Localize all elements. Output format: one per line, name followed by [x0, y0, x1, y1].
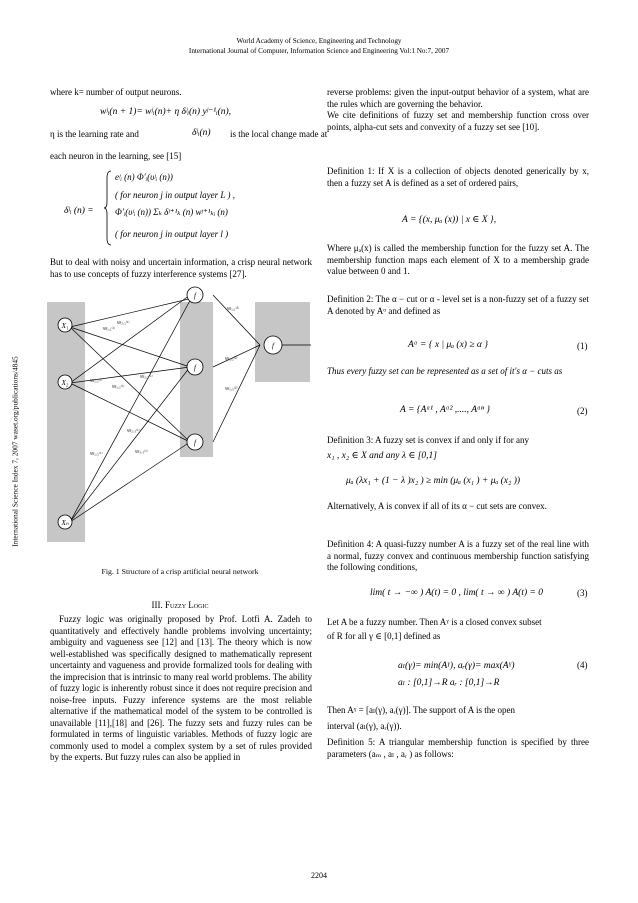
section-heading: III. Fuzzy Logic	[151, 600, 209, 610]
right-para-6b: of R for all γ ∈ [0,1] defined as	[327, 631, 441, 641]
neural-network-figure	[45, 292, 315, 545]
weight-label-w13-1: W₁,₃⁽¹⁾	[90, 451, 103, 456]
eq-number-3: (3)	[577, 588, 588, 598]
delta-case-1-cond: ( for neuron j in output layer L ) ,	[115, 190, 235, 200]
left-brace	[104, 170, 112, 246]
right-para-6a: Let A be a fuzzy number. Then Aˠ is a closed convex subset	[327, 617, 542, 627]
weight-label-w12b-1: W₁,₂⁽¹⁾	[112, 384, 125, 389]
local-change-symbol: δʲᵢ(n)	[192, 128, 211, 138]
right-para-2: We cite definitions of fuzzy set and membership function cross over points, alpha-cut sets and convexity of a fuzzy set see [10].	[327, 110, 589, 132]
input-label-2: X₂	[61, 379, 69, 387]
left-para-2d: each neuron in the learning, see [15]	[50, 151, 182, 161]
right-para-7a: Then Aˠ = [aₗ(γ), aᵣ(γ)]. The support of A is the open	[327, 705, 515, 715]
right-para-3: Where μₐ(x) is called the membership function for the fuzzy set A. The membership function maps each element of X to a membership grade value between 0 and 1.	[327, 243, 589, 276]
definition-1: Definition 1: If X is a collection of objects denoted generically by x, then a fuzzy set A is defined as a set of ordered pairs,	[327, 166, 589, 188]
weight-label-w33-1: W₃,₃⁽¹⁾	[135, 449, 148, 454]
limit-equation: lim( t → −∞ ) A(t) = 0 , lim( t → ∞ ) A(t) = 0	[370, 588, 544, 598]
eq-number-1: (1)	[577, 341, 588, 351]
weight-label-w12-1: W₁,₂⁽¹⁾	[90, 378, 103, 383]
input-label-n: Xₙ	[61, 519, 69, 527]
weight-label-w23-1: W₂,₃⁽¹⁾	[127, 428, 140, 433]
weight-label-w21-1: W₂,₁⁽¹⁾	[117, 320, 130, 325]
output-label: f	[272, 342, 274, 350]
alpha-cut-set-equation: A = {Aᵅ¹ , Aᵅ² ,...., Aᵅⁿ }	[400, 405, 490, 415]
journal-volume: International Journal of Computer, Information Science and Engineering Vol:1 No:7, 2007	[188, 47, 450, 55]
delta-lhs: δʲᵢ (n) =	[64, 206, 94, 216]
output-layer-band	[255, 302, 310, 382]
journal-title: World Academy of Science, Engineering and Technology	[236, 37, 402, 45]
left-para-3: But to deal with noisy and uncertain information, a crisp neural network has to use concepts of fuzzy interference systems [27].	[50, 257, 312, 279]
input-layer-band	[47, 302, 85, 542]
convexity-equation: μₐ (λx₁ + (1 − λ )x₂ ) ≥ min (μₐ (x₁ ) + μₐ (x₂ ))	[346, 476, 521, 486]
weight-label-w11-1: W₁,₁⁽¹⁾	[103, 326, 116, 331]
hidden-label-3: f	[194, 439, 196, 447]
eq-number-2: (2)	[577, 406, 588, 416]
weight-label-w11-2: W₁,₁⁽²⁾	[227, 306, 240, 311]
delta-case-2: Φ′ᵢ(υʲᵢ (n)) Σₖ δʲ⁺¹ₖ (n) wʲ⁺¹ₖᵢ (n)	[115, 207, 228, 217]
definition-2: Definition 2: The α − cut or α - level set is a non-fuzzy set of a fuzzy set A denoted by Aᵅ and defined as	[327, 294, 589, 316]
page-number: 2204	[311, 871, 327, 880]
figure-caption: Fig. 1 Structure of a crisp artificial neural network	[101, 567, 259, 576]
weight-label-w22-1: W₂,₂⁽¹⁾	[140, 374, 153, 379]
level-set-equation-b: aₗ : [0,1]→R aᵣ : [0,1]→R	[398, 678, 500, 688]
definition-3: Definition 3: A fuzzy set is convex if and only if for any	[327, 435, 529, 445]
left-para-2c: is the local change made at	[230, 129, 328, 139]
right-para-7b: interval (aₗ(γ), aᵣ(γ)).	[327, 721, 402, 731]
right-para-1: reverse problems: given the input-output behavior of a system, what are the rules which are governing the behavior.	[327, 87, 589, 109]
weight-label-w12-2: W₁,₂⁽²⁾	[225, 356, 238, 361]
hidden-label-1: f	[194, 292, 196, 300]
delta-case-1: eʲᵢ (n) Φ′ᵢ(υʲᵢ (n))	[115, 172, 173, 182]
definition-3-condition: x₁ , x₂ ∈ X and any λ ∈ [0,1]	[327, 451, 438, 461]
weight-update-equation: wʲᵢ(n + 1)= wʲᵢ(n)+ η δʲᵢ(n) yʲ⁻¹ᵢ(n),	[100, 107, 232, 117]
right-para-4: Thus every fuzzy set can be represented as a set of it's α − cuts as	[327, 366, 563, 376]
delta-case-2-cond: ( for neuron j in output layer l )	[115, 229, 229, 239]
hidden-label-2: f	[194, 364, 196, 372]
definition-5: Definition 5: A triangular membership function is specified by three parameters (aₘ , aₗ , aᵣ ) as follows:	[327, 737, 589, 759]
level-set-equation-a: aₗ(γ)= min(Aˠ), aᵣ(γ)= max(Aˠ)	[398, 661, 515, 671]
input-label-1: X₁	[61, 322, 69, 330]
weight-label-w13-2: W₁,₃⁽²⁾	[225, 386, 238, 391]
left-para-2a: η is the learning rate and	[50, 129, 139, 139]
eq-number-4: (4)	[577, 660, 588, 670]
left-para-1: where k= number of output neurons.	[50, 87, 182, 97]
definition-4: Definition 4: A quasi-fuzzy number A is a fuzzy set of the real line with a normal, fuzzy convex and continuous membership function satisfying the following conditions,	[327, 539, 589, 572]
fuzzy-set-equation: A = {(x, μₐ (x)) | x ∈ X },	[402, 215, 497, 225]
alpha-cut-equation: Aᵅ = { x | μₐ (x) ≥ α }	[408, 340, 489, 350]
side-publication-stamp: International Science Index 7, 2007 waset.org/publications/4845	[10, 356, 20, 547]
right-para-5: Alternatively, A is convex if all of its α − cut sets are convex.	[327, 501, 547, 511]
left-para-4: Fuzzy logic was originally proposed by Prof. Lotfi A. Zadeh to quantitatively and effectively handle problems involving uncertainty; ambiguity and vagueness see [12] and [13]. The theory which is now well-established was specifically designed to mathematically represent uncertainty and vagueness and provide formalized tools for dealing with the imprecision that is intrinsic to many real world problems. The ability of fuzzy logic is inherently robust since it does not require precision and noise-free inputs. Fuzzy inference systems are the most reliable alternative if the mathematical model of the system to be controlled is unavailable [11],[18] and [26]. The fuzzy sets and fuzzy rules can be formulated in terms of linguistic variables. Methods of fuzzy logic are commonly used to model a complex system by a set of rules provided by the experts. But fuzzy rules can also be applied in	[50, 614, 312, 762]
